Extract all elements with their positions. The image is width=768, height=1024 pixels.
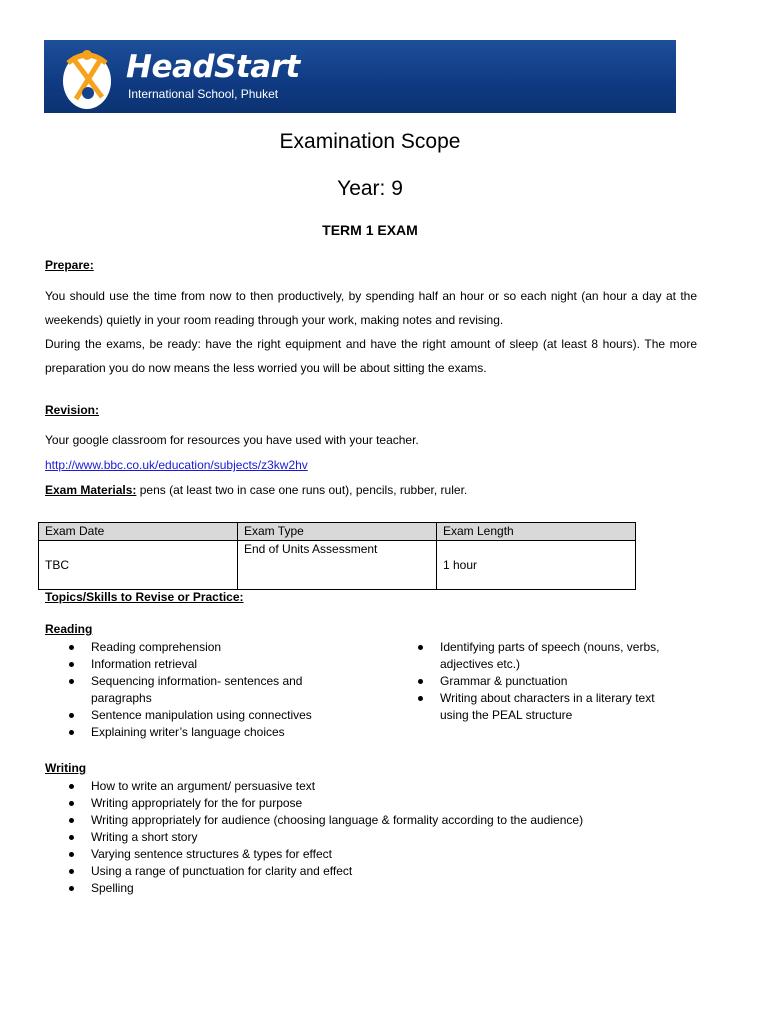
reading-list-right (394, 639, 694, 724)
school-logo-emblem (58, 43, 116, 111)
table-row (39, 541, 636, 590)
school-banner (44, 40, 676, 113)
reading-heading: Reading (45, 622, 93, 636)
list-item: Writing appropriately for audience (choosing language & formality according to the audience) (45, 812, 695, 829)
exam-materials-line (45, 482, 467, 498)
page-title: Examination Scope (279, 130, 461, 153)
list-item: Spelling (45, 880, 695, 897)
header-exam-date: Exam Date (39, 523, 238, 541)
brand-name: HeadStart (126, 49, 300, 85)
list-item: Using a range of punctuation for clarity and effect (45, 863, 695, 880)
writing-heading: Writing (45, 761, 87, 775)
term-heading: TERM 1 EXAM (322, 222, 418, 238)
list-item: Writing about characters in a literary text using the PEAL structure (394, 690, 680, 724)
exam-materials-text: pens (at least two in case one runs out), pencils, rubber, ruler. (136, 483, 468, 497)
list-item: How to write an argument/ persuasive text (45, 778, 695, 795)
list-item: Sentence manipulation using connectives (45, 707, 345, 724)
header-exam-type: Exam Type (238, 523, 437, 541)
cell-exam-date: TBC (39, 541, 238, 590)
list-item: Writing a short story (45, 829, 695, 846)
list-item: Grammar & punctuation (394, 673, 694, 690)
list-item: Identifying parts of speech (nouns, verbs, adjectives etc.) (394, 639, 694, 673)
bbc-resource-link[interactable]: http://www.bbc.co.uk/education/subjects/z3kw2hv (45, 458, 308, 472)
list-item: Varying sentence structures & types for effect (45, 846, 695, 863)
prepare-heading: Prepare: (45, 258, 94, 272)
cell-exam-type: End of Units Assessment (238, 541, 437, 590)
reading-list-left (45, 639, 345, 741)
prepare-paragraph-1: You should use the time from now to then productively, by spending half an hour or so each night (an hour a day at the weekends) quietly in your room reading through your work, making notes and revising. (45, 289, 697, 327)
writing-list (45, 778, 695, 897)
cell-exam-length: 1 hour (437, 541, 636, 590)
header-exam-length: Exam Length (437, 523, 636, 541)
revision-text: Your google classroom for resources you have used with your teacher. (45, 433, 419, 447)
table-header-row (39, 523, 636, 541)
brand-subtitle: International School, Phuket (128, 87, 279, 101)
prepare-paragraph-2: During the exams, be ready: have the right equipment and have the right amount of sleep (at least 8 hours). The more preparation you do now means the less worried you will be about sitting the exams. (45, 337, 697, 375)
revision-heading: Revision: (45, 403, 100, 417)
topics-heading: Topics/Skills to Revise or Practice: (45, 590, 244, 604)
list-item: Writing appropriately for the for purpose (45, 795, 695, 812)
list-item: Reading comprehension (45, 639, 345, 656)
list-item: Sequencing information- sentences and paragraphs (45, 673, 331, 707)
year-heading: Year: 9 (337, 177, 403, 200)
list-item: Explaining writer’s language choices (45, 724, 345, 741)
list-item: Information retrieval (45, 656, 345, 673)
exam-details-table (38, 522, 636, 590)
exam-materials-label: Exam Materials: (45, 483, 137, 497)
